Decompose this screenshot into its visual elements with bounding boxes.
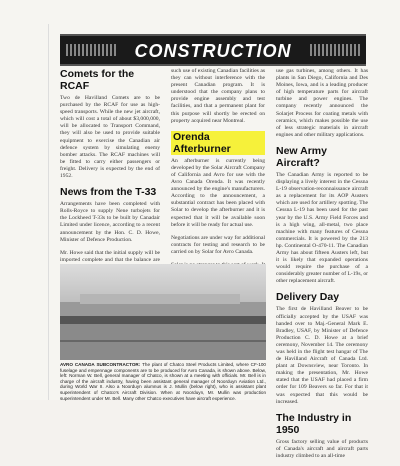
section-banner: [60, 34, 366, 66]
paragraph: The first de Havilland Beaver to be officially accepted by the USAF was handed over to Maj.-General Mark E. Bradley, USAF, by Minister of Defence Production C. D. Howe at a brief ceremony, November 14. The ceremony was held in the flight test hangar of The de Havilland Aircraft of Canada Ltd. plant at Downsview, near Toronto. In making the presentation, Mr. Howe stated that the USAF had placed a firm order for 109 Beavers so far. For that it was expected that this would be increased.: [276, 306, 368, 405]
heading-industry-1950: The Industry in 1950: [276, 411, 352, 436]
photo-caption: [60, 362, 266, 401]
heading-comets: Comets for the RCAF: [60, 68, 135, 92]
caption-lead: AVRO CANADA SUBCONTRACTOR:: [60, 362, 141, 367]
paragraph: The Canadian Army is reported to be displaying a lively interest in the Cessna L-19 observation-reconnaissance aircraft as a replacement for its AOP Austers which are used for artillery spotting. The Cessna L-19 has been used for the past year by the U.S. Army Field Forces and is a high wing, all-metal, two place machine with many features of Cessna commercials. It is powered by the 213 hp. Continental O-470-11. The Canadian Army has about fifteen Austers left, but it is likely that expanded operations would require the purchase of a considerably greater number of L-19s, or other replacement aircraft.: [276, 171, 368, 285]
heading-orenda-afterburner: Orenda Afterburner: [171, 131, 265, 155]
heading-t33: News from the T-33: [60, 186, 157, 199]
paragraph: such use of existing Canadian facilities as they can without interference with the present Canadian program. It is understood that the company plans to provide engine assembly and test facilities, and that a permanent plant for this purpose will shortly be erected on property acquired near Montreal.: [171, 68, 265, 124]
column-2: [171, 68, 265, 289]
paragraph: Mr. Howe said that the initial supply will be imported complete and that the balance are: [60, 249, 160, 263]
paragraph: An afterburner is currently being developed by the Solar Aircraft Company of California and Avro for use with the Avro Canada Orenda. It was recently announced by the engine's manufacturers. According to the announcement, a substantial contract has been placed with Solar to develop the afterburner and it is expected that it will be available soon before it will be ready for actual use.: [171, 157, 265, 228]
factory-photo: [60, 264, 266, 360]
heading-new-army-aircraft: New Army Aircraft?: [276, 144, 327, 169]
paragraph: Gross factory selling value of products of Canada's aircraft and aircraft parts industry climbed to an all-time: [276, 438, 368, 459]
caption-text: The plant of Chatco Steel Products Limited, where CF-100 fuselage and empennage components are to be produced for Avro Canada, is shown above. Below, left: Norman W. Bell, general manager of Chatco, is shown at a meeting with officials. Mr. Bell is in charge of the aircraft industry, having been assistant general manager of Noorduyn Aviation Ltd., during World War II. Also a Noorduyn alumnus is J. Mullin (below right), who is assistant plant superintendent of Chatco's Aircraft Division. When at Noorduyn, Mr. Mullin was production superintendent under Mr. Bell. Many other Chatco executives have aircraft experience.: [60, 362, 266, 401]
paragraph: use gas turbines, among others. It has plants in San Diego, California and Des Moines, Iowa, and is a leading producer of high temperature parts for aircraft turbine and power engines. The company recently announced the Solarjet Process for coating metals with ceramics, which makes possible the use of less strategic materials in aircraft engines and other military applications.: [276, 68, 368, 138]
column-1: [60, 68, 160, 291]
paragraph: Arrangements have been completed with Rolls-Royce to supply Nene turbojets for the Lockheed T-33s to be built by Canadair Limited under licence, according to a recent announcement by the Hon. C. D. Howe, Minister of Defence Production.: [60, 201, 160, 243]
column-3: [276, 68, 368, 466]
heading-delivery-day: Delivery Day: [276, 291, 340, 304]
paragraph: Two de Havilland Comets are to be purchased by the RCAF for use as high-speed transports. While the new jet aircraft, which will cost a total of about $3,000,000, will be allocated to Transport Command, they will also be used to provide suitable equipment to exercise the Canadian air defence system by simulating enemy bomber attacks. The RCAF machines will be fitted to carry either passengers or freight. Delivery is expected by the end of 1952.: [60, 95, 160, 180]
paragraph: Negotiations are under way for additional contracts for testing and research to be carried on by Solar for Avro Canada.: [171, 234, 265, 255]
banner-stripe-right: [310, 44, 360, 56]
banner-title: CONSTRUCTION: [134, 41, 292, 61]
